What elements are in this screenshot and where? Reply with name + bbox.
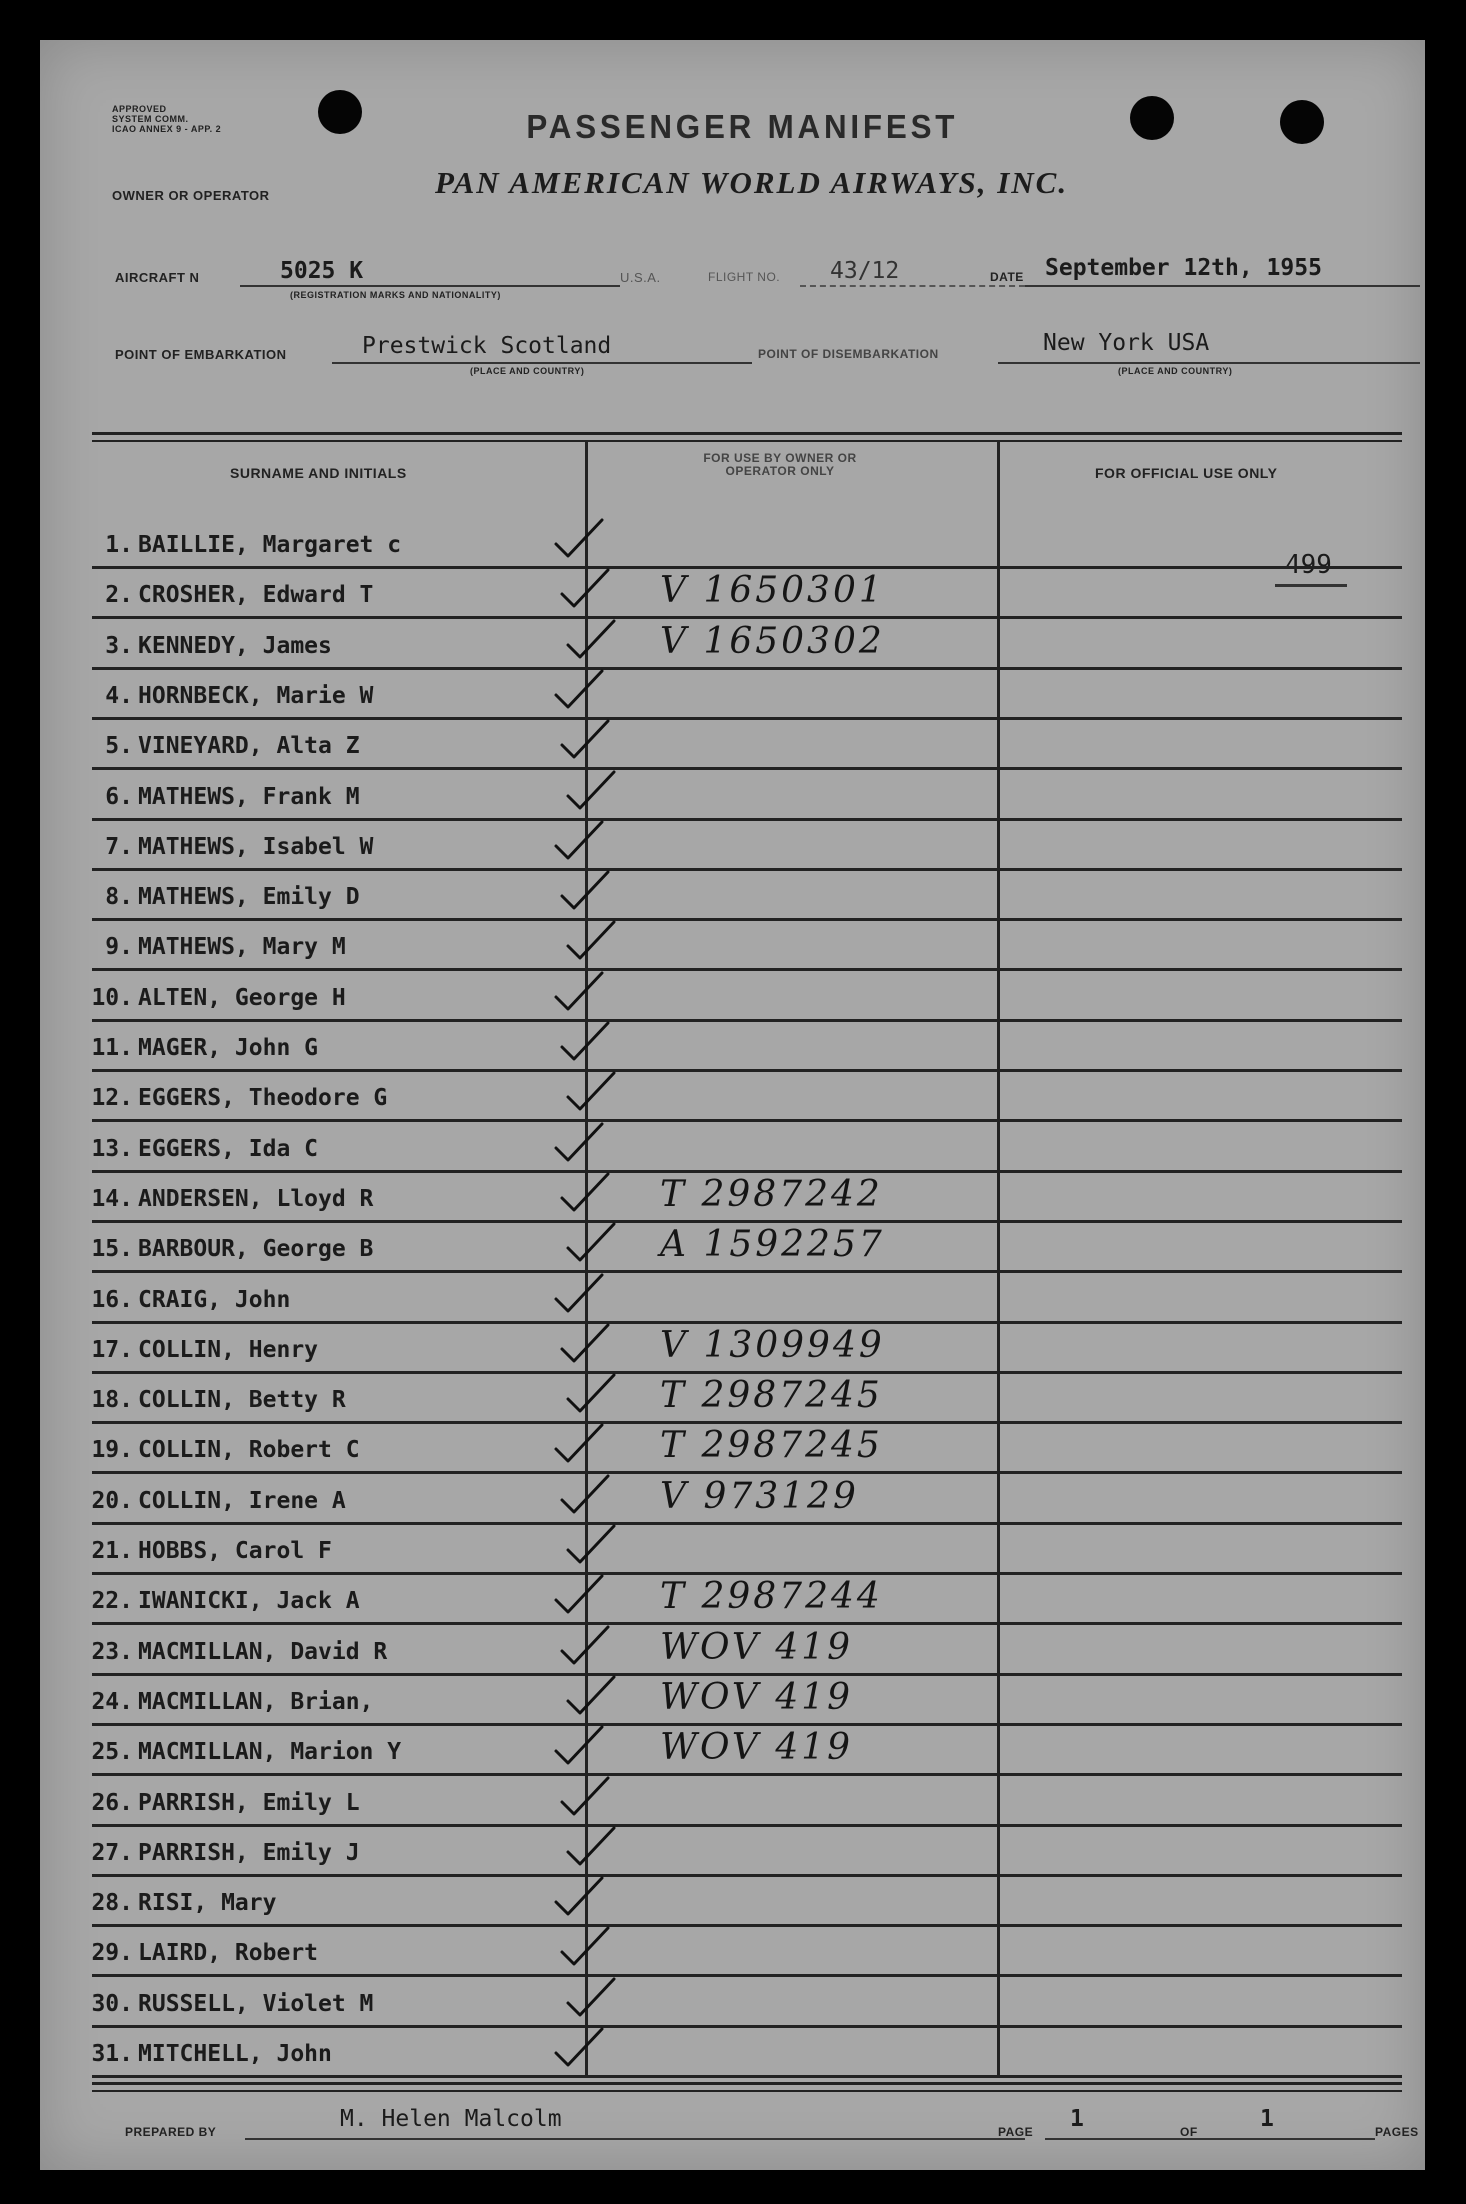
row-rule	[92, 616, 1402, 619]
checkmark-icon	[550, 1721, 610, 1771]
row-rule	[92, 1371, 1402, 1374]
checkmark-icon	[562, 1520, 622, 1570]
row-rule	[92, 1522, 1402, 1525]
checkmark-icon	[556, 1168, 616, 1218]
passenger-number: 24.	[91, 1688, 133, 1715]
page-label: PAGE	[998, 2125, 1034, 2139]
passenger-name: COLLIN, Irene A	[138, 1487, 346, 1514]
passenger-number: 9.	[105, 934, 133, 961]
punch-hole	[1130, 96, 1174, 140]
disembark-label: POINT OF DISEMBARKATION	[758, 347, 939, 361]
checkmark-icon	[550, 1419, 610, 1469]
passenger-name: CROSHER, Edward T	[138, 582, 374, 609]
passenger-number: 29.	[91, 1940, 133, 1967]
passenger-row	[40, 1576, 1425, 1626]
passenger-row	[40, 570, 1425, 620]
passenger-number: 20.	[91, 1487, 133, 1514]
passenger-row	[40, 1425, 1425, 1475]
checkmark-icon	[562, 1671, 622, 1721]
passenger-name: MACMILLAN, Marion Y	[138, 1739, 402, 1766]
passenger-row	[40, 1627, 1425, 1677]
passenger-number: 15.	[91, 1236, 133, 1263]
passport-note: T 2987242	[660, 1173, 883, 1215]
passenger-row	[40, 1526, 1425, 1576]
checkmark-icon	[550, 514, 610, 564]
row-rule	[92, 2025, 1402, 2028]
row-rule	[92, 1874, 1402, 1877]
passport-note: WOV 419	[660, 1676, 854, 1718]
passenger-number: 12.	[91, 1085, 133, 1112]
row-rule	[92, 1824, 1402, 1827]
punch-hole	[1280, 100, 1324, 144]
passenger-name: COLLIN, Robert C	[138, 1437, 360, 1464]
passenger-number: 10.	[91, 984, 133, 1011]
passenger-row	[40, 1928, 1425, 1978]
col-owner-use: FOR USE BY OWNER OR OPERATOR ONLY	[703, 451, 857, 478]
disembark-sublabel: (PLACE AND COUNTRY)	[1118, 366, 1233, 376]
passenger-row	[40, 721, 1425, 771]
passenger-number: 14.	[91, 1185, 133, 1212]
passenger-row	[40, 520, 1425, 570]
passport-note: V 1650301	[660, 570, 885, 612]
passenger-row	[40, 1325, 1425, 1375]
passenger-name: BARBOUR, George B	[138, 1236, 374, 1263]
passenger-number: 11.	[91, 1035, 133, 1061]
passenger-number: 16.	[91, 1286, 133, 1313]
passenger-name: BAILLIE, Margaret c	[138, 532, 402, 558]
checkmark-icon	[556, 1922, 616, 1972]
passenger-number: 22.	[91, 1588, 133, 1615]
pages-label: PAGES	[1375, 2125, 1419, 2139]
date-value: September 12th, 1955	[1045, 255, 1322, 281]
row-rule	[92, 767, 1402, 770]
passenger-number: 27.	[91, 1839, 133, 1866]
passenger-row	[40, 1778, 1425, 1828]
passport-note: WOV 419	[660, 1727, 854, 1769]
passenger-number: 13.	[91, 1135, 133, 1162]
page-value: 1	[1070, 2106, 1084, 2132]
page-title: PASSENGER MANIFEST	[526, 108, 959, 145]
embark-sublabel: (PLACE AND COUNTRY)	[470, 366, 585, 376]
passenger-name: PARRISH, Emily L	[138, 1789, 360, 1816]
row-rule	[92, 1421, 1402, 1424]
passenger-name: PARRISH, Emily J	[138, 1839, 360, 1866]
passenger-number: 3.	[105, 632, 133, 659]
row-rule	[92, 1974, 1402, 1977]
checkmark-icon	[550, 665, 610, 715]
checkmark-icon	[556, 1017, 616, 1067]
passenger-row	[40, 1023, 1425, 1073]
owner-value: PAN AMERICAN WORLD AIRWAYS, INC.	[435, 165, 1069, 200]
passenger-number: 6.	[105, 783, 133, 810]
row-rule	[92, 1019, 1402, 1022]
passenger-name: MATHEWS, Isabel W	[138, 833, 374, 860]
passenger-number: 28.	[91, 1890, 133, 1917]
row-rule	[92, 1069, 1402, 1072]
passenger-row	[40, 872, 1425, 922]
passenger-row	[40, 1727, 1425, 1777]
passenger-name: MACMILLAN, Brian,	[138, 1688, 374, 1715]
row-rule	[92, 868, 1402, 871]
row-rule	[92, 1270, 1402, 1273]
passenger-name: HORNBECK, Marie W	[138, 682, 374, 709]
passenger-row	[40, 1828, 1425, 1878]
row-rule	[92, 1622, 1402, 1625]
passport-note: WOV 419	[660, 1626, 854, 1668]
passport-note: T 2987244	[660, 1576, 883, 1618]
passport-note: T 2987245	[660, 1375, 883, 1417]
passenger-name: VINEYARD, Alta Z	[138, 733, 360, 760]
flight-value: 43/12	[830, 258, 900, 284]
checkmark-icon	[556, 564, 616, 614]
aircraft-sublabel: (REGISTRATION MARKS AND NATIONALITY)	[290, 290, 501, 300]
row-rule	[92, 1924, 1402, 1927]
passenger-name: LAIRD, Robert	[138, 1940, 319, 1967]
passenger-name: ANDERSEN, Lloyd R	[138, 1185, 374, 1212]
passport-note: V 973129	[660, 1475, 859, 1517]
checkmark-icon	[556, 1772, 616, 1822]
row-rule	[92, 1119, 1402, 1122]
of-value: 1	[1260, 2106, 1274, 2132]
passenger-name: CRAIG, John	[138, 1286, 291, 1313]
passenger-name: COLLIN, Henry	[138, 1336, 319, 1363]
passenger-row	[40, 2029, 1425, 2079]
passenger-row	[40, 1677, 1425, 1727]
passenger-row	[40, 1174, 1425, 1224]
aircraft-label: AIRCRAFT N	[115, 270, 200, 285]
passenger-row	[40, 1476, 1425, 1526]
passenger-number: 26.	[91, 1789, 133, 1816]
checkmark-icon	[556, 1621, 616, 1671]
punch-hole	[318, 90, 362, 134]
passenger-name: MITCHELL, John	[138, 2041, 332, 2067]
row-rule	[92, 818, 1402, 821]
passenger-number: 17.	[91, 1336, 133, 1363]
checkmark-icon	[556, 1319, 616, 1369]
row-rule	[92, 1170, 1402, 1173]
passenger-number: 30.	[91, 1990, 133, 2017]
checkmark-icon	[562, 1822, 622, 1872]
row-rule	[92, 1471, 1402, 1474]
passenger-row	[40, 1073, 1425, 1123]
row-rule	[92, 717, 1402, 720]
checkmark-icon	[550, 967, 610, 1017]
passport-note: T 2987245	[660, 1425, 883, 1467]
passenger-row	[40, 621, 1425, 671]
checkmark-icon	[562, 916, 622, 966]
passenger-name: IWANICKI, Jack A	[138, 1588, 360, 1615]
passenger-number: 18.	[91, 1387, 133, 1414]
passenger-number: 4.	[105, 682, 133, 709]
row-rule	[92, 667, 1402, 670]
row-rule	[92, 1673, 1402, 1676]
official-note: 499	[1285, 550, 1332, 580]
passenger-name: MATHEWS, Frank M	[138, 783, 360, 810]
row-rule	[92, 1572, 1402, 1575]
passenger-name: RUSSELL, Violet M	[138, 1990, 374, 2017]
aircraft-value: 5025 K	[280, 258, 364, 284]
row-rule	[92, 1321, 1402, 1324]
passenger-number: 23.	[91, 1638, 133, 1665]
checkmark-icon	[562, 1067, 622, 1117]
passenger-name: KENNEDY, James	[138, 632, 332, 659]
checkmark-icon	[550, 2023, 610, 2073]
passenger-number: 2.	[105, 582, 133, 609]
passenger-name: EGGERS, Theodore G	[138, 1085, 388, 1112]
col-official-use: FOR OFFICIAL USE ONLY	[1095, 465, 1278, 481]
row-rule	[92, 1723, 1402, 1726]
flight-label: FLIGHT NO.	[708, 270, 781, 284]
passenger-row	[40, 922, 1425, 972]
row-rule	[92, 1773, 1402, 1776]
checkmark-icon	[550, 816, 610, 866]
owner-label: OWNER OR OPERATOR	[112, 188, 270, 203]
passenger-number: 21.	[91, 1538, 133, 1564]
passenger-name: MATHEWS, Emily D	[138, 884, 360, 911]
passenger-row	[40, 671, 1425, 721]
passenger-row	[40, 973, 1425, 1023]
manifest-sheet	[40, 40, 1425, 2170]
checkmark-icon	[550, 1269, 610, 1319]
checkmark-icon	[562, 766, 622, 816]
checkmark-icon	[556, 1470, 616, 1520]
passenger-row	[40, 772, 1425, 822]
row-rule	[92, 1220, 1402, 1223]
row-rule	[92, 2075, 1402, 2078]
passenger-row	[40, 1878, 1425, 1928]
passenger-number: 19.	[91, 1437, 133, 1464]
passenger-row	[40, 1979, 1425, 2029]
checkmark-icon	[562, 1973, 622, 2023]
passenger-number: 31.	[91, 2041, 133, 2067]
passenger-name: HOBBS, Carol F	[138, 1538, 332, 1564]
passport-note: V 1650302	[660, 620, 885, 662]
passport-note: A 1592257	[660, 1224, 885, 1266]
passenger-number: 1.	[105, 532, 133, 558]
passenger-number: 7.	[105, 833, 133, 860]
passenger-number: 25.	[91, 1739, 133, 1766]
checkmark-icon	[556, 715, 616, 765]
passenger-number: 8.	[105, 884, 133, 911]
passenger-name: ALTEN, George H	[138, 984, 346, 1011]
passenger-row	[40, 1375, 1425, 1425]
prepared-label: PREPARED BY	[125, 2125, 217, 2139]
checkmark-icon	[550, 1872, 610, 1922]
checkmark-icon	[550, 1118, 610, 1168]
embark-value: Prestwick Scotland	[362, 333, 612, 359]
passenger-number: 5.	[105, 733, 133, 760]
passenger-name: MATHEWS, Mary M	[138, 934, 346, 961]
passenger-name: COLLIN, Betty R	[138, 1387, 346, 1414]
row-rule	[92, 968, 1402, 971]
embark-label: POINT OF EMBARKATION	[115, 347, 287, 362]
of-label: OF	[1180, 2125, 1198, 2139]
approval-note: APPROVED SYSTEM COMM. ICAO ANNEX 9 - APP. 2	[112, 104, 222, 134]
passport-note: V 1309949	[660, 1324, 885, 1366]
checkmark-icon	[550, 1570, 610, 1620]
passenger-name: MACMILLAN, David R	[138, 1638, 388, 1665]
passenger-row	[40, 822, 1425, 872]
checkmark-icon	[562, 1369, 622, 1419]
passenger-row	[40, 1275, 1425, 1325]
passenger-row	[40, 1124, 1425, 1174]
checkmark-icon	[556, 866, 616, 916]
passenger-name: MAGER, John G	[138, 1035, 319, 1061]
passenger-row	[40, 1224, 1425, 1274]
passenger-name: RISI, Mary	[138, 1890, 277, 1917]
country-label: U.S.A.	[620, 270, 661, 285]
checkmark-icon	[562, 615, 622, 665]
row-rule	[92, 918, 1402, 921]
checkmark-icon	[562, 1218, 622, 1268]
disembark-value: New York USA	[1043, 330, 1210, 356]
row-rule	[92, 566, 1402, 569]
prepared-value: M. Helen Malcolm	[340, 2106, 562, 2132]
col-surname: SURNAME AND INITIALS	[230, 465, 407, 481]
date-label: DATE	[990, 270, 1024, 284]
passenger-name: EGGERS, Ida C	[138, 1135, 319, 1162]
